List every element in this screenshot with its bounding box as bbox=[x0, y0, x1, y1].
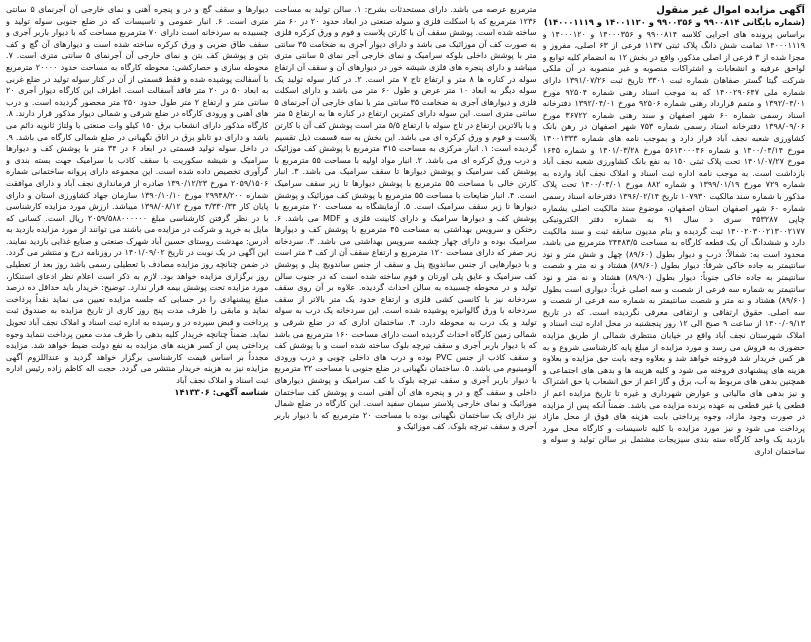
notice-body-column-3: دیوارها و سقف گچ و در و پنجره آهنی و نمای خارجی آن آجرنمای ۵ سانتی متری است. ۶. انبار عمومی و تاسیسات که در ضلع جنوبی سوله تولید و چسبیده به سردخانه است دارای ۷۰ مترمربع مساحت که با دیوار باربر آجری و سقف طاق ضربی و ورق کرکره ساخته شده است و دیوارهای آن گچ و کف بتن و پوشش کف بتن و نمای خارجی آن آجرنمای ۵ سانتی متری است. ۷. محوطه سازی و حصارکشی: محوطه کارگاه به مساحت حدود ۲۰۰۰۰ مترمربع با آسفالت پوشیده شده و فقط قسمتی از آن در کنار سوله تولید در ضلع غربی به ابعاد ۵۰ در ۲۰ متر فاقد آسفالت است. اطراف این کارگاه دیوار آجری ۲۰ سانتی متر و ارتفاع ۲ متر طول حدود ۲۵۰ متر محصور گردیده است. و درب های آهنی و ورودی کارگاه در ضلع شرقی و شمالی دیوار مذکور قرار دارند. ۸. کارگاه مذکور دارای انشعاب برق ۱۵۰ کیلو وات صنعتی با ولتاژ ثانویه دائم می باشد و دارای دو تابلو برق در اتاق نگهبانی در ضلع شمالی کارگاه می باشد. ۹. در داخل سوله تولید قسمتی در ابعاد ۶ در ۳۴ متر با پوشش کف و دیوارها سرامیک و شیشه سکوریت با سقف کاذب با سرامیک جهت بسته بندی و گرآوری تخصیص داده شده است. این مجموعه دارای پروانه ساختمانی شماره ۲۰۵۹/۱۵۰۶ مورخ ۱۳۹۰/۱۲/۲۳ صادره از فرمانداری نجف آباد و دارای موافقت شماره ۲۹۹۴۸/۲۰۰ مورخ ۱۳۹۰/۱۰/۱۰ سازمان جهاد کشاورزی استان و دارای پایان کار ۴/۳۳۰/۳۴ مورخ ۱۳۹۸/۰۸/۱۲ میباشد. ارزش مورد مزایده کارشناسی با در نظر گرفتن کارشناسی مبلغ ۲۰۵۹/۵۸۸۰۰۰۰۰۰ ریال است. کسانی که مایل به خرید و شرکت در مزایده می باشند می توانند از مورد مزایده بازدید به آدرس: مهدشت روستای حسین آباد شهرک صنعتی و صنایع غذایی بازدید نمایند. این آگهی در یک نوبت در تاریخ ۱۴۰۱/۰۹/۰۲ در روزنامه درج و منتشر می گردد. در ضمن چنانچه روز مزایده مصادف با تعطیلی رسمی باشد روز بعد از تعطیلی روز برگزاری مزایده خواهد بود. لازم به ذکر است اعلام نظر ادعای استنکار، مورد مزایده تحت پوشش بیمه قرار ندارد. توضیح: خریدار باید حداقل ده درصد مبلغ پیشنهادی را در حسابی که جلسه مزایده تعیین می نماید نقداً پرداخت نماید و مابقی را ظرف مدت پنج روز کاری از تاریخ مزایده به صندوق ثبت پرداخت و قبض سپرده در و رسیده به اداره ثبت اسناد و املاک نجف آباد تحویل نماید. ضمناً چنانچه خریدار کلیه بدهی را ظرف مدت معین پرداخت ننماید وجوه پرداختی پس از کسر هزینه های مزایده به نفع دولت ضبط خواهد شد. مزایده مجدداً بر اساس قیمت کارشناسی برگزار خواهد گردید و عنداللزوم آگهی مزایده نیز به هزینه خریدار منتشر می گردد. حجت اله کاظم زاده رئیس اداره ثبت اسناد و املاک نجف آباد bbox=[6, 4, 269, 385]
notice-column-3 bbox=[6, 4, 268, 638]
notice-body-column-2: مترمربع عرصه می باشد. دارای مستحدثات بشرح: ۱. سالن تولید به مساحت ۱۲۳۶ مترمربع که با اسکلت فلزی و سوله صنعتی در ابعاد حدود ۲۰ در ۶۰ متر ساخته شده است. پوشش سقف آن با کارتن پلاست و فوم و ورق کرکره فلزی به صورت کف آن موزائیک می باشد و دارای دیوار آجری به ضخامت ۳۵ سانتی متر با پوشش داخلی بلوکه سرامیک و نمای خارجی آجر نمای ۵ سانتی متری میباشد و دارای پنجره های فلزی شیشه خور در دیوارهای آن و سقف آن ارتفاع سوله در کناره ها ۸ متر و ارتفاع تاج ۷ متر است. ۲. در کنار سوله تولید یک سوله دیگر به ابعاد ۱۰ متر عرض و طول ۶۰ متر می باشد و دارای اسکلت فلزی و دیوارهای آجری به ضخامت ۳۵ سانتی متر با نمای خارجی آن آجرنمای ۵ سانتی متری است. این سوله دارای کمترین ارتفاع در کناره ها به ارتفاع ۵ متر و با بالاترین ارتفاع در تاج سوله با ارتفاع ۵/۵ متر است پوشش کف آن با کارتن پلاست و فوم و ورق کرکره ای می باشد. این بخش به سه قسمت ذیل تقسیم گردیده است: ۱. انبار مرکزی به مساحت ۳۱۵ مترمربع با پوشش کف موزائیک و درب ورق کرکره ای می باشد. ۲. انبار مواد اولیه با مساحت ۵۵ مترمربع با پوشش کف سرامیک و پوشش دیوارها تا سقف سرامیک می باشد. ۳. انبار کارتن خالی با مساحت ۵۵ مترمربع با پوشش دیوارها تا زیر سقف سرامیک است. ۴. انبار ضایعات با مساحت ۵۵ مترمربع با پوشش کف موزائیک و پوشش دیوارها تا زیر سقف سرامیک است. ۵. آزمایشگاه به مساحت ۲۰ مترمربع با پوشش کف و دیوارها سرامیک و دارای کابینت فلزی و MDF می باشد. ۶. رختکن و سرویس بهداشتی به مساحت ۴۵ مترمربع با پوشش کف و دیوارها سرامیک بوده و دارای چهار چشمه سرویس بهداشتی می باشد. ۳. سردخانه زیر صفر که دارای مساحت ۱۲۰ مترمربع و ارتفاع سقف آن از کف ۳ متر است و با دیوارهایی از جنس ساندویچ پنل و سقف از جنس ساندویچ پنل و پوشش کف سرامیک و عایق پلی اورتان و فوم ساخته شده است که در جنوب سالن تولید و در محوطه چسبیده به سالن احداث گردیده. علاوه بر آن روی سقف سردخانه نیز با کانسی کشی فلزی و ارتفاع حدود یک متر بالاتر از سقف سردخانه با ورق گالوانیزه پوشیده شده است. این سردخانه یک درب به سوله تولید و یک درب به محوطه دارد. ۴. ساختمان اداری که در ضلع شرقی و شمالی زمین کارگاه احداث گردیده است دارای مساحت ۱۶۰ مترمربع می باشد که با دیوار باربر آجری و سقف تیرچه بلوک ساخته شده است و با پوشش کف و سقف کاذب از جنس PVC بوده و درب های داخلی چوبی و درب ورودی آلومینیوم می باشد. ۵. ساختمان نگهبانی در ضلع جنوبی با مساحت ۳۲ مترمربع با دیوار باربر آجری و سقف تیرچه بلوک با کف سرامیک و پوشش دیوارهای داخلی و سقف گچ و در و پنجره های آن آهنی است و پوشش کف ساختمان موزائیک و نمای خارجی پلاستر سیمان سفید است. این کارگاه در ضلع شمال نیز دارای یک ساختمان نگهبانی بوده با مساحت ۲۰ مترمربع که با دیوار باربر آجری و سقف تیرچه بلوک. کف موزائیک و bbox=[274, 4, 537, 432]
notice-id: شناسه آگهی: ۱۴۱۳۳۰۶ bbox=[174, 386, 269, 397]
notice-column-1 bbox=[543, 4, 805, 638]
notice-title: آگهی مزایده اموال غیر منقول bbox=[656, 5, 805, 16]
notice-file-numbers: (شماره بایگانی ۹۹۰۰۸۱۴ و ۹۹۰۰۳۵۶ و ۱۴۰۰۱۱۲۰ و ۱۴۰۰۰۱۱۱۹) bbox=[544, 17, 805, 27]
notice-body-column-1: براساس پرونده های اجرایی کلاسه ۹۹۰۰۸۱۴ و ۱۴۰۰۰۳۵۶ و ۱۴۰۰۰۱۲۰ و ۱۴۰۰۰۱۱۱۹ تمامت شش دانگ پلاک ثبتی ۱۱۳۷ فرعی از ۶۳ اصلی، مفروز و مجزا شده از ۳ فرعی از اصلی مذکور، واقع در بخش ۱۲ به انضمام کلیه توابع و لواحق عرفیه و انشعابات و اشتراکات منصوبه و غیر منصوبه در آن ملکی شرکت گیتا گستر صفاهان شماره ثبت ۳۳۰۱ تاریخ ثبت ۱۳۹۱/۰۷/۲۶ دارای شماره ملی ۱۴۰۰۲۹۰۶۴۷ که به موجب اسناد رهنی شماره ۹۲۵۰۴ مورخ ۱۳۹۲/۰۴/۰۱ و متمم قرارداد رهنی شماره ۹۲۵۰۶ مورخ ۱۳۹۲/۰۴/۰۱ دفترخانه اسناد رسمی شماره ۶۰ شهر اصفهان و سند رهنی شماره ۳۶۷۲۲ مورخ ۱۳۹۸/۰۹/۰۶ دفترخانه اسناد رسمی شماره ۷۵۳ شهر اصفهان در رهن بانک کشاورزی شعبه نجف آباد قرار دارد و بموجب نامه های شماره ۱۴۰۰۱۳۳۳ مورخ ۱۴۰۰/۰۴/۱۴ و شماره ۵۶۱۴۰۰۰۴۶ مورخ ۱۴۰۱/۰۳/۲۸ و شماره ۱۶۴۵ مورخ ۱۴۰۱/۰۷/۲۷ تحت پلاک ثبتی ۱۵۰ به نفع بانک کشاورزی شعبه نجف آباد بازداشت است. به موجب نامه اداره ثبت اسناد و املاک نجف آباد وارده به شماره ۷۲۹ مورخ ۱۳۹۹/۰۱/۱۹ و شماره ۸۸۲ مورخ ۱۴۰۰/۰۴/۰۱ تحت پلاک مذکور با شماره سند مالکیت ۱۰۷۹۳۰ تاریخ ۱۳۹۶/۰۲/۱۴ دفترخانه اسناد رسمی شماره ۶۰ شهر اصفهان استان اصفهان، موضوع سند مالکیت اصلی بشماره چاپی ۴۵۳۲۸۷ سری د سال ۹۱ به شماره دفتر الکترونیکی ۱۴۰۰۲۰۳۰۰۲۱۳۰۰۲۱۷۷ ثبت گردیده و بنام مدیون سابقه ثبت و سند مالکیت دارد و ششدانگ آن یک قطعه کارگاه به مساحت ۲۴۴۸۳/۵ مترمربع می باشد، محدود است به: شمالاً: درب و دیوار بطول (۸۹/۶۰) چهل و شش متر و نود سانتیمتر به جاده خاکی شرقاً: دیوار بطول (۸۹/۶۰) هشتاد و نه متر و شصت سانتیمتر به جاده خاکی جنوباً: دیوار بطول (۸۹/۹۰) هشتاد و نه متر و نود سانتیمتر به شماره سه فرعی از شصت و سه اصلی غرباً: دیواری است بطول (۸۹/۶۰) هشتاد و نه متر و شصت سانتیمتر به شماره سه فرعی از شصت و سه اصلی. حقوق ارتفاقی و ارتفاقی معرفی نگردیده است. که در تاریخ ۱۴۰۰/۰۹/۱۳ از ساعت ۹ صبح الی ۱۲ روز پنجشنبه در محل اداره ثبت اسناد و املاک شهرستان نجف آباد واقع در خیابان منتظری شمالی از طریق مزایده حضوری به فروش می رسد و مورد مزایده از مبلغ پایه کارشناسی شروع و به هر کس خریدار شد فروخته خواهد شد و بعلاوه وجه بابت حق مزایده و بعلاوه هزینه های پیشنهادی فروخته می شود و کلیه هزینه ها و بدهی های اجتماعی و همچنین بدهی های مربوط به آب، برق و گاز اعم از حق انشعاب یا حق اشتراک و نیز بدهی های مالیاتی و عوارض شهرداری و غیره تا تاریخ مزایده اعم از قطعی یا غیر قطعی به عهده برنده مزایده می باشد. ضمناً آنکه پس از مزایده در صورت وجود مازاد، وجوه پرداختی بابت هزینه های فوق از محل مازاد پرداخت می شود و نیز مورد مزایده با کلیه تاسیسات و کارگاه محل مورد بازدید یک واحد کارگاه سته بندی سیزیجات مشتمل بر سالن تولید و سوله و ساختمان اداری bbox=[542, 28, 805, 456]
notice-column-2 bbox=[274, 4, 536, 638]
notice-columns bbox=[6, 4, 805, 638]
